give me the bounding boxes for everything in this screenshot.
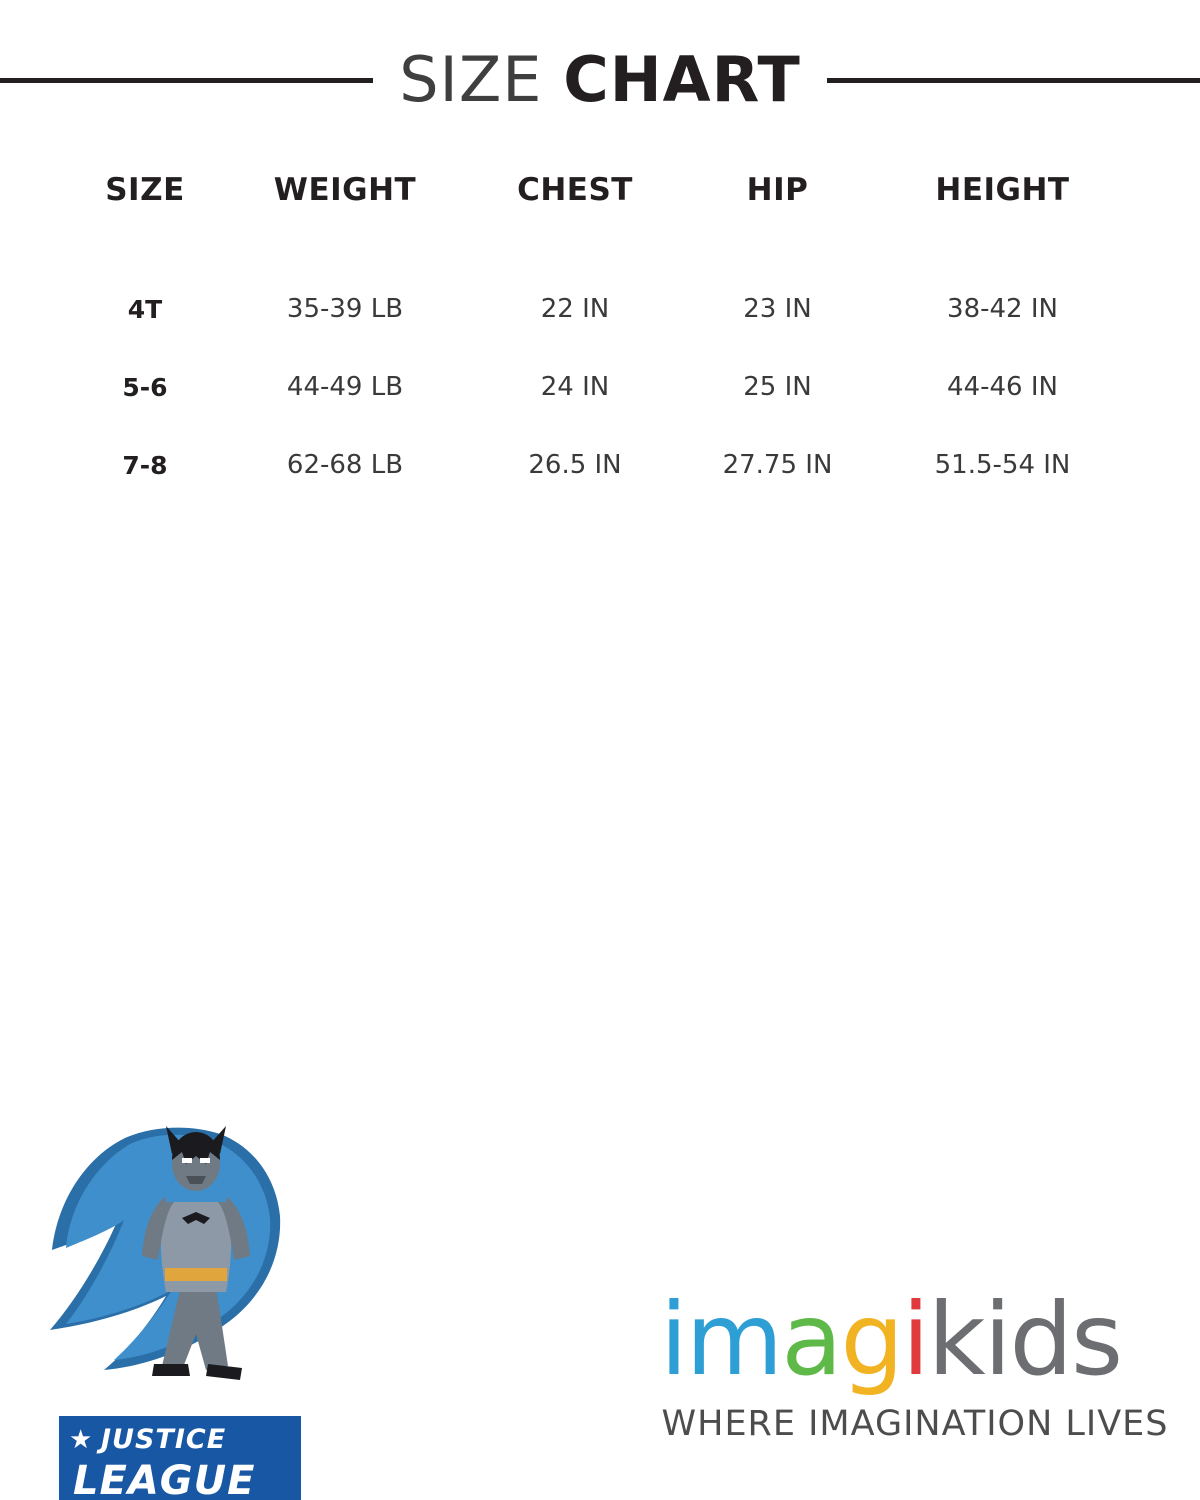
cell-height: 38-42 IN	[947, 294, 1058, 324]
imagikids-logo	[660, 1281, 1170, 1490]
column-header-hip: HIP	[746, 172, 809, 208]
table-row	[60, 426, 1140, 504]
table-row	[60, 270, 1140, 348]
justice-league-logo	[55, 1412, 305, 1500]
cell-size: 4T	[127, 294, 163, 324]
header-rule-left	[0, 78, 373, 83]
column-header-height: HEIGHT	[935, 172, 1070, 208]
cell-chest: 22 IN	[540, 294, 610, 324]
table-header-row	[60, 172, 1140, 270]
imagikids-letter: g	[840, 1281, 902, 1398]
imagikids-letter: i	[901, 1281, 928, 1398]
column-header-chest: CHEST	[517, 172, 633, 208]
cell-weight: 35-39 LB	[286, 294, 404, 324]
imagikids-wordmark	[660, 1281, 1170, 1398]
page-title-size: SIZE	[399, 43, 543, 116]
justice-league-line2: LEAGUE	[73, 1458, 256, 1500]
column-header-size: SIZE	[105, 172, 185, 208]
imagikids-letter: i	[660, 1281, 686, 1398]
cell-size: 7-8	[122, 450, 168, 480]
size-chart-table	[60, 172, 1140, 504]
column-header-weight: WEIGHT	[273, 172, 417, 208]
cell-height: 44-46 IN	[947, 372, 1058, 402]
imagikids-tagline: WHERE IMAGINATION LIVES	[661, 1404, 1169, 1444]
imagikids-letter: a	[781, 1281, 841, 1398]
cell-chest: 26.5 IN	[528, 450, 622, 480]
imagikids-letter: i	[983, 1281, 1010, 1398]
cell-hip: 23 IN	[743, 294, 812, 324]
cell-hip: 27.75 IN	[722, 450, 833, 480]
imagikids-letter: m	[685, 1281, 782, 1398]
imagikids-letter: d	[1009, 1281, 1071, 1398]
page-title-chart: CHART	[563, 43, 801, 116]
table-row	[60, 348, 1140, 426]
justice-league-line1: JUSTICE	[101, 1424, 227, 1455]
cell-chest: 24 IN	[540, 372, 610, 402]
cell-size: 5-6	[122, 372, 168, 402]
justice-league-logo-plate	[55, 1412, 305, 1500]
star-icon: ★	[69, 1424, 93, 1454]
header-rule-right	[827, 78, 1200, 83]
page-header	[0, 40, 1200, 120]
cell-hip: 25 IN	[743, 372, 812, 402]
cell-height: 51.5-54 IN	[934, 450, 1071, 480]
cell-weight: 62-68 LB	[286, 450, 404, 480]
cell-weight: 44-49 LB	[286, 372, 404, 402]
page-title	[399, 43, 801, 116]
imagikids-letter: s	[1070, 1281, 1122, 1398]
batman-illustration	[30, 1120, 360, 1390]
imagikids-letter: k	[927, 1281, 984, 1398]
